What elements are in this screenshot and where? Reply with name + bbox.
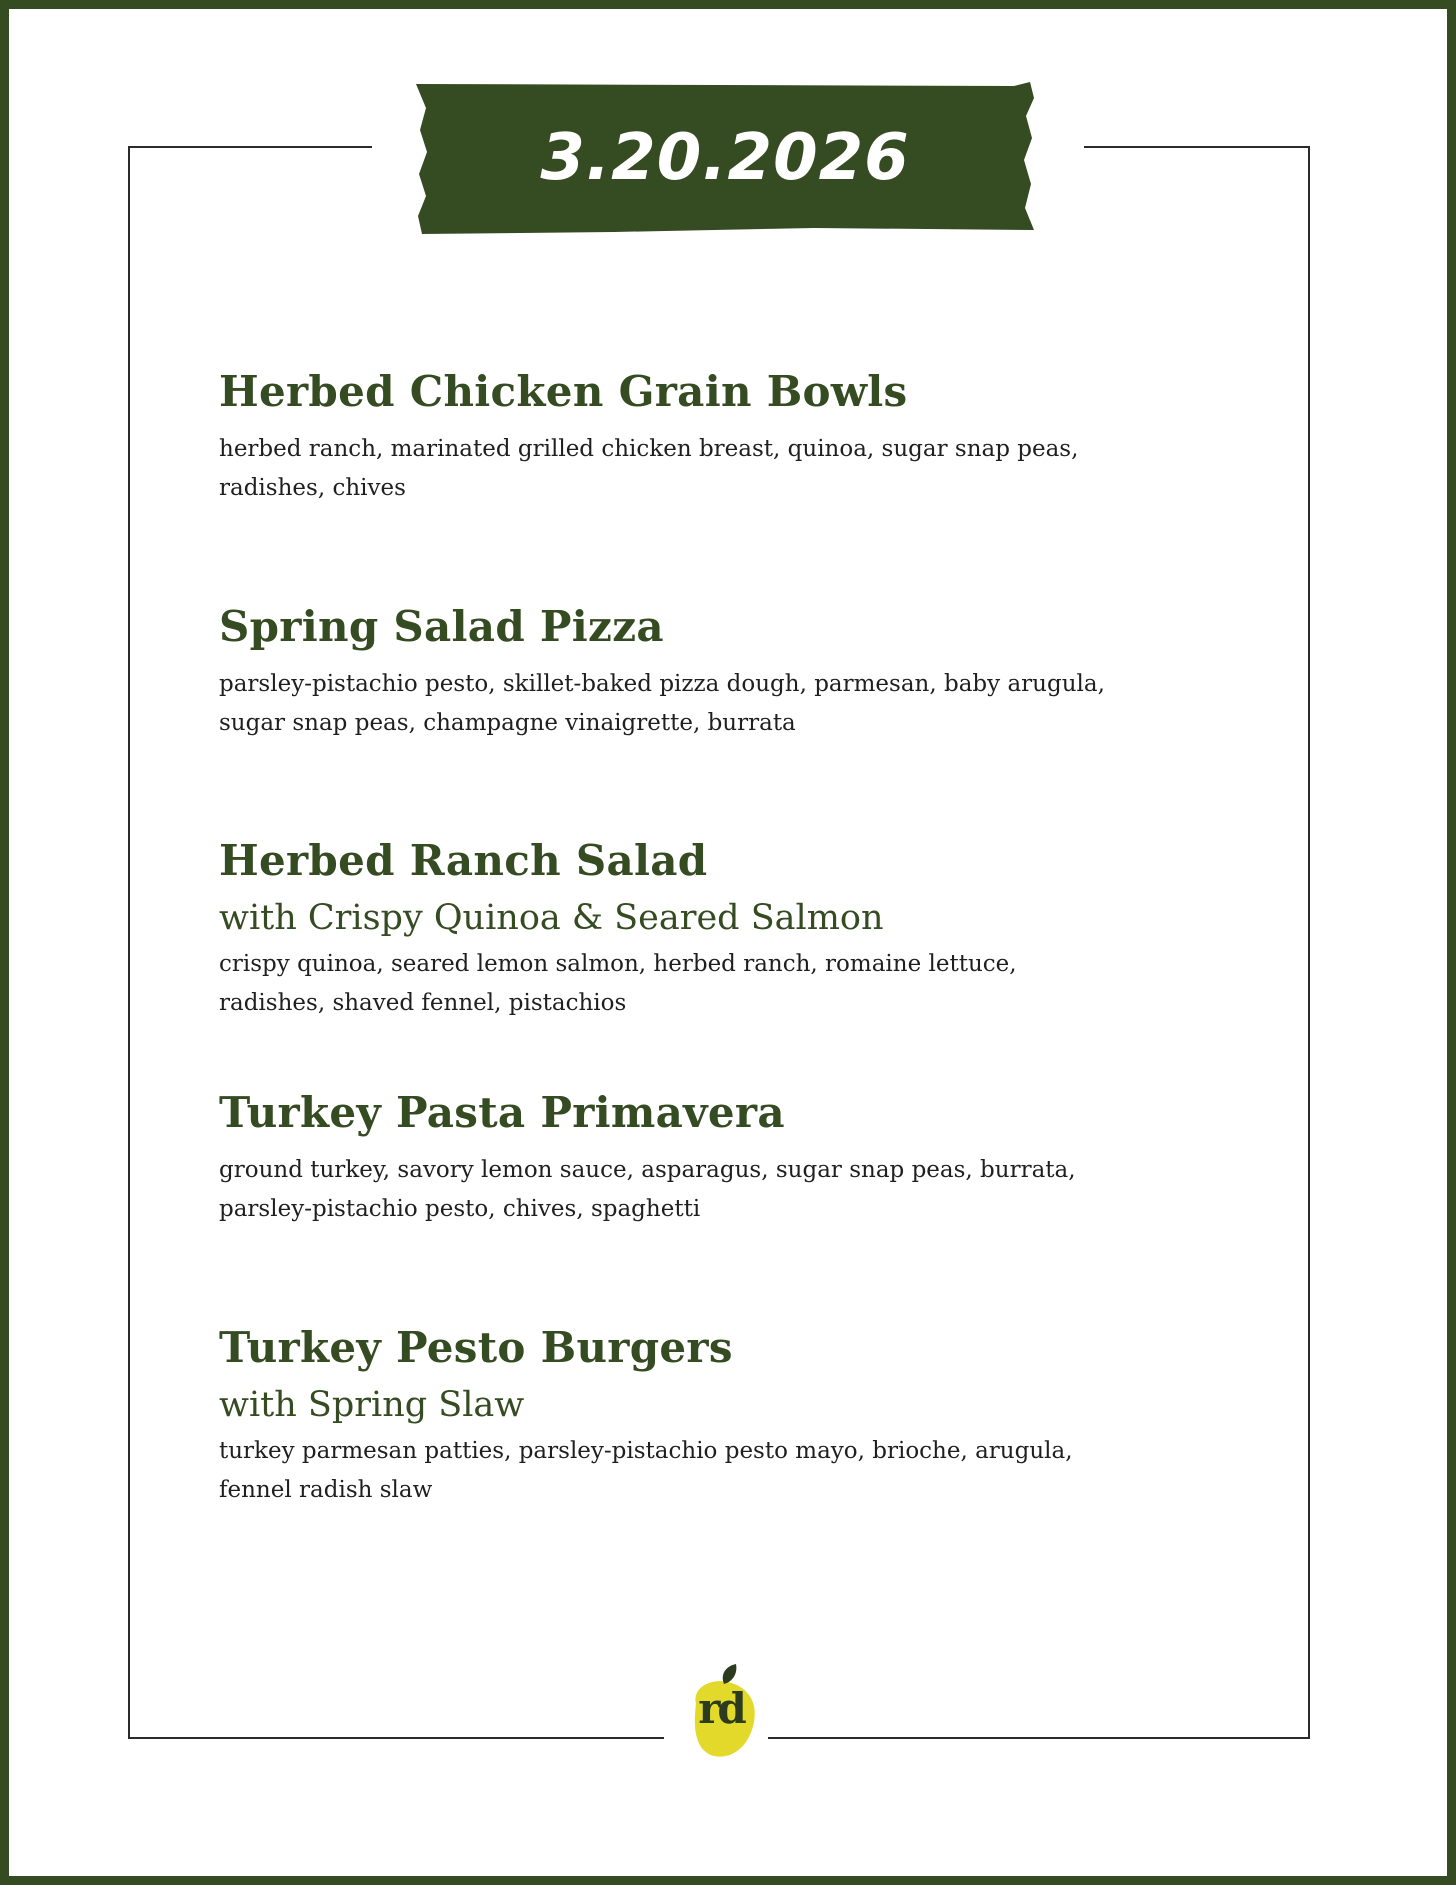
frame-left-line	[128, 146, 130, 1739]
frame-right-line	[1308, 146, 1310, 1739]
menu-item	[219, 364, 1219, 508]
date-banner	[414, 80, 1036, 236]
frame-top-right-line	[1084, 146, 1310, 148]
dish-title: Turkey Pesto Burgers	[219, 1323, 733, 1372]
brand-logo	[682, 1664, 762, 1764]
frame-top-left-line	[128, 146, 372, 148]
dish-title: Herbed Ranch Salad	[219, 836, 708, 885]
dish-title: Spring Salad Pizza	[219, 602, 664, 651]
menu-item	[219, 599, 1219, 743]
logo-monogram: rd	[698, 1684, 744, 1733]
dish-description: crispy quinoa, seared lemon salmon, herbed ranch, romaine lettuce, radishes, shaved fennel, pistachios	[219, 951, 1017, 1016]
dish-title: Turkey Pasta Primavera	[219, 1088, 785, 1137]
menu-date: 3.20.2026	[540, 121, 910, 195]
menu-item	[219, 1085, 1219, 1229]
dish-description: turkey parmesan patties, parsley-pistachio pesto mayo, brioche, arugula, fennel radish slaw	[219, 1438, 1073, 1503]
frame-bottom-left-line	[128, 1737, 664, 1739]
dish-description: parsley-pistachio pesto, skillet-baked pizza dough, parmesan, baby arugula, sugar snap peas, champagne vinaigrette, burrata	[219, 671, 1105, 736]
dish-description: herbed ranch, marinated grilled chicken breast, quinoa, sugar snap peas, radishes, chives	[219, 436, 1079, 501]
menu-item	[219, 833, 1219, 1023]
dish-description: ground turkey, savory lemon sauce, asparagus, sugar snap peas, burrata, parsley-pistachio pesto, chives, spaghetti	[219, 1157, 1076, 1222]
menu-item	[219, 1320, 1219, 1510]
dish-subtitle: with Spring Slaw	[219, 1385, 525, 1425]
dish-title: Herbed Chicken Grain Bowls	[219, 367, 908, 416]
frame-bottom-right-line	[768, 1737, 1310, 1739]
dish-subtitle: with Crispy Quinoa & Seared Salmon	[219, 898, 884, 938]
